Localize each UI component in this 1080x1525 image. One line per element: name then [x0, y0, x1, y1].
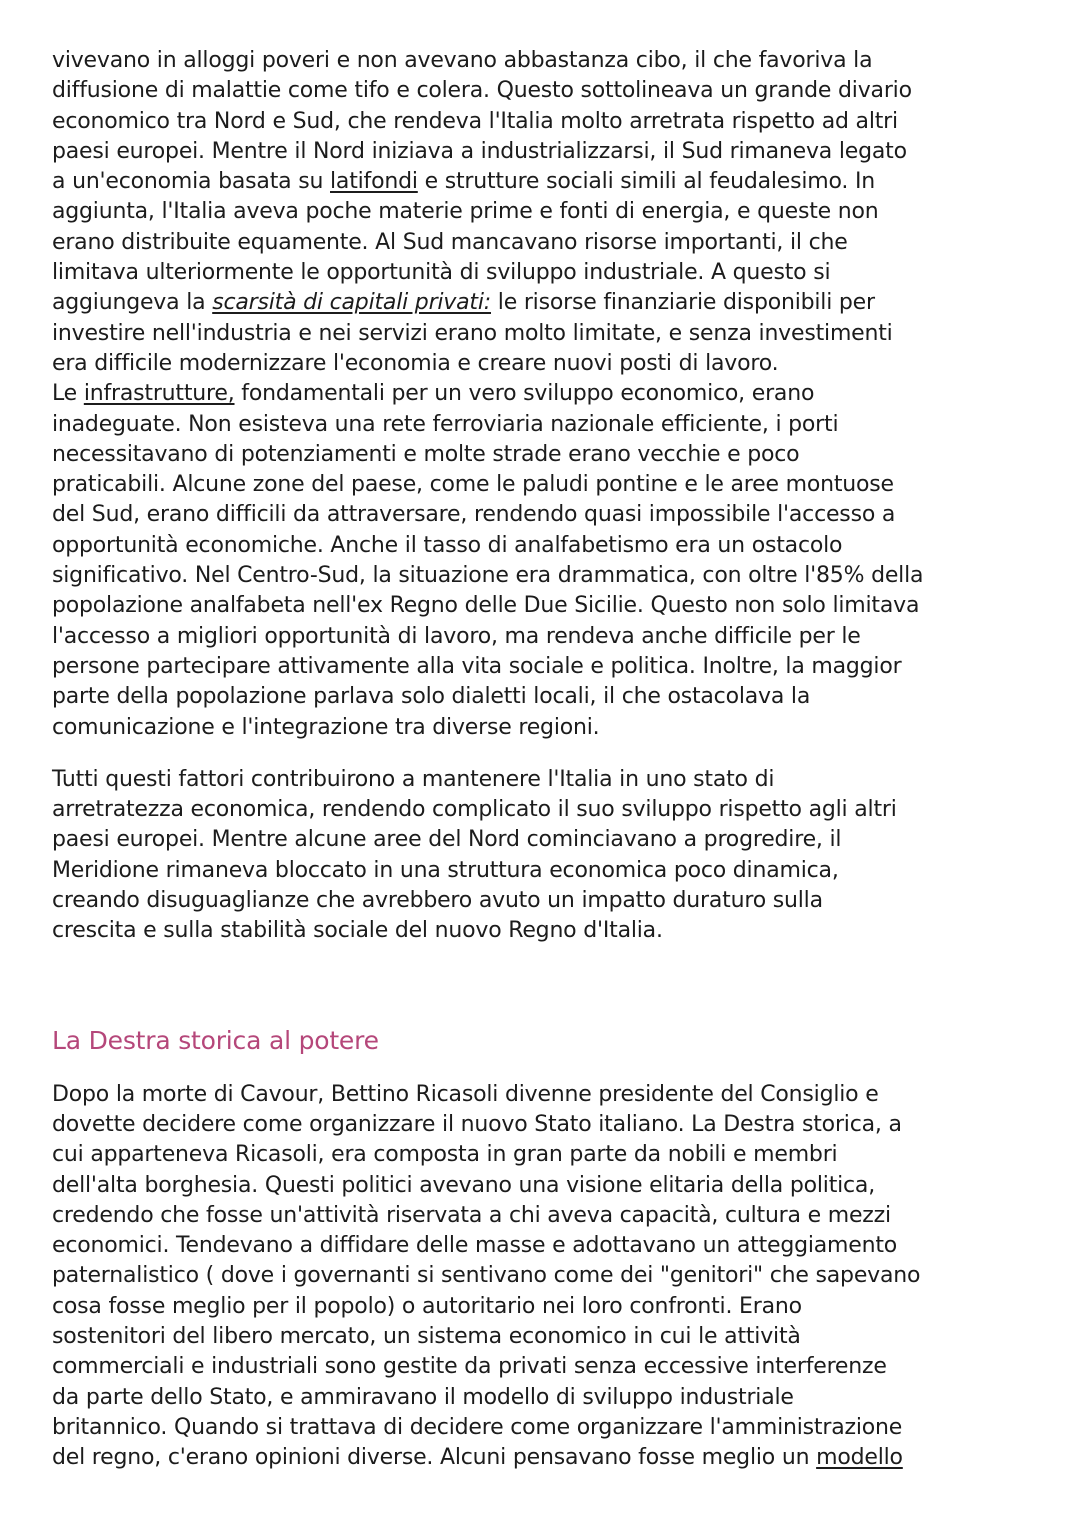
- paragraph-text: le risorse finanziarie disponibili per investire nell'industria e nei servizi erano molto limitate, e senza investimenti era difficile modernizzare l'economia e creare nuovi posti di lavoro. Le: [52, 290, 893, 407]
- paragraph-destra-storica: [52, 1080, 1042, 1474]
- paragraph-economic-gap: [52, 46, 1042, 743]
- paragraph-conclusion: Tutti questi fattori contribuirono a mantenere l'Italia in uno stato di arretratezza economica, rendendo complicato il suo sviluppo rispetto agli altri paesi europei. Mentre alcune aree del Nord cominciavano a progredire, il Meridione rimaneva bloccato in una struttura economica poco dinamica, creando disuguaglianze che avrebbero avuto un impatto duraturo sulla crescita e sulla stabilità sociale del nuovo Regno d'Italia.: [52, 766, 897, 944]
- paragraph-text: e strutture sociali simili al feudalesimo. In aggiunta, l'Italia aveva poche materie prime e fonti di energia, e queste non erano distribuite equamente. Al Sud mancavano risorse importanti, il che limitava ulteriormente le opportunità di sviluppo industriale. A questo si aggiungeva la: [52, 169, 879, 316]
- term-infrastrutture: infrastrutture,: [83, 381, 235, 407]
- paragraph-text: vivevano in alloggi poveri e non avevano abbastanza cibo, il che favoriva la diffusione di malattie come tifo e colera. Questo sottolineava un grande divario economico tra Nord e Sud, che rendeva l'Italia molto arretrata rispetto ad altri paesi europei. Mentre il Nord iniziava a industrializzarsi, il Sud rimaneva legato a un'economia basata su: [52, 48, 912, 195]
- section-heading: La Destra storica al potere: [52, 1025, 379, 1055]
- term-latifondi: latifondi: [330, 169, 418, 195]
- term-modello: modello: [816, 1445, 903, 1471]
- paragraph-text: fondamentali per un vero sviluppo economico, erano inadeguate. Non esisteva una rete ferroviaria nazionale efficiente, i porti necessitavano di potenziamenti e molte strade erano vecchie e poco praticabili. Alcune zone del paese, come le paludi pontine e le aree montuose del Sud, erano difficili da attraversare, rendendo quasi impossibile l'accesso a opportunità economiche. Anche il tasso di analfabetismo era un ostacolo significativo. Nel Centro-Sud, la situazione era drammatica, con oltre l'85% della popolazione analfabeta nell'ex Regno delle Due Sicilie. Questo non solo limitava l'accesso a migliori opportunità di lavoro, ma rendeva anche difficile per le persone partecipare attivamente alla vita sociale e politica. Inoltre, la maggior parte della popolazione parlava solo dialetti locali, il che ostacolava la comunicazione e l'integrazione tra diverse regioni.: [52, 381, 924, 740]
- term-scarsita-capitali: scarsità di capitali privati:: [212, 290, 491, 316]
- paragraph-text: Dopo la morte di Cavour, Bettino Ricasoli divenne presidente del Consiglio e dovette decidere come organizzare il nuovo Stato italiano. La Destra storica, a cui apparteneva Ricasoli, era composta in gran parte da nobili e membri dell'alta borghesia. Questi politici avevano una visione elitaria della politica, credendo che fosse un'attività riservata a chi aveva capacità, cultura e mezzi economici. Tendevano a diffidare delle masse e adottavano un atteggiamento paternalistico ( dove i governanti si sentivano come dei "genitori" che sapevano cosa fosse meglio per il popolo) o autoritario nei loro confronti. Erano sostenitori del libero mercato, un sistema economico in cui le attività commerciali e industriali sono gestite da privati senza eccessive interferenze da parte dello Stato, e ammiravano il modello di sviluppo industriale britannico. Quando si trattava di decidere come organizzare l'amministrazione del regno, c'erano opinioni diverse. Alcuni pensavano fosse meglio un: [52, 1081, 921, 1471]
- document-page: [52, 46, 1042, 1473]
